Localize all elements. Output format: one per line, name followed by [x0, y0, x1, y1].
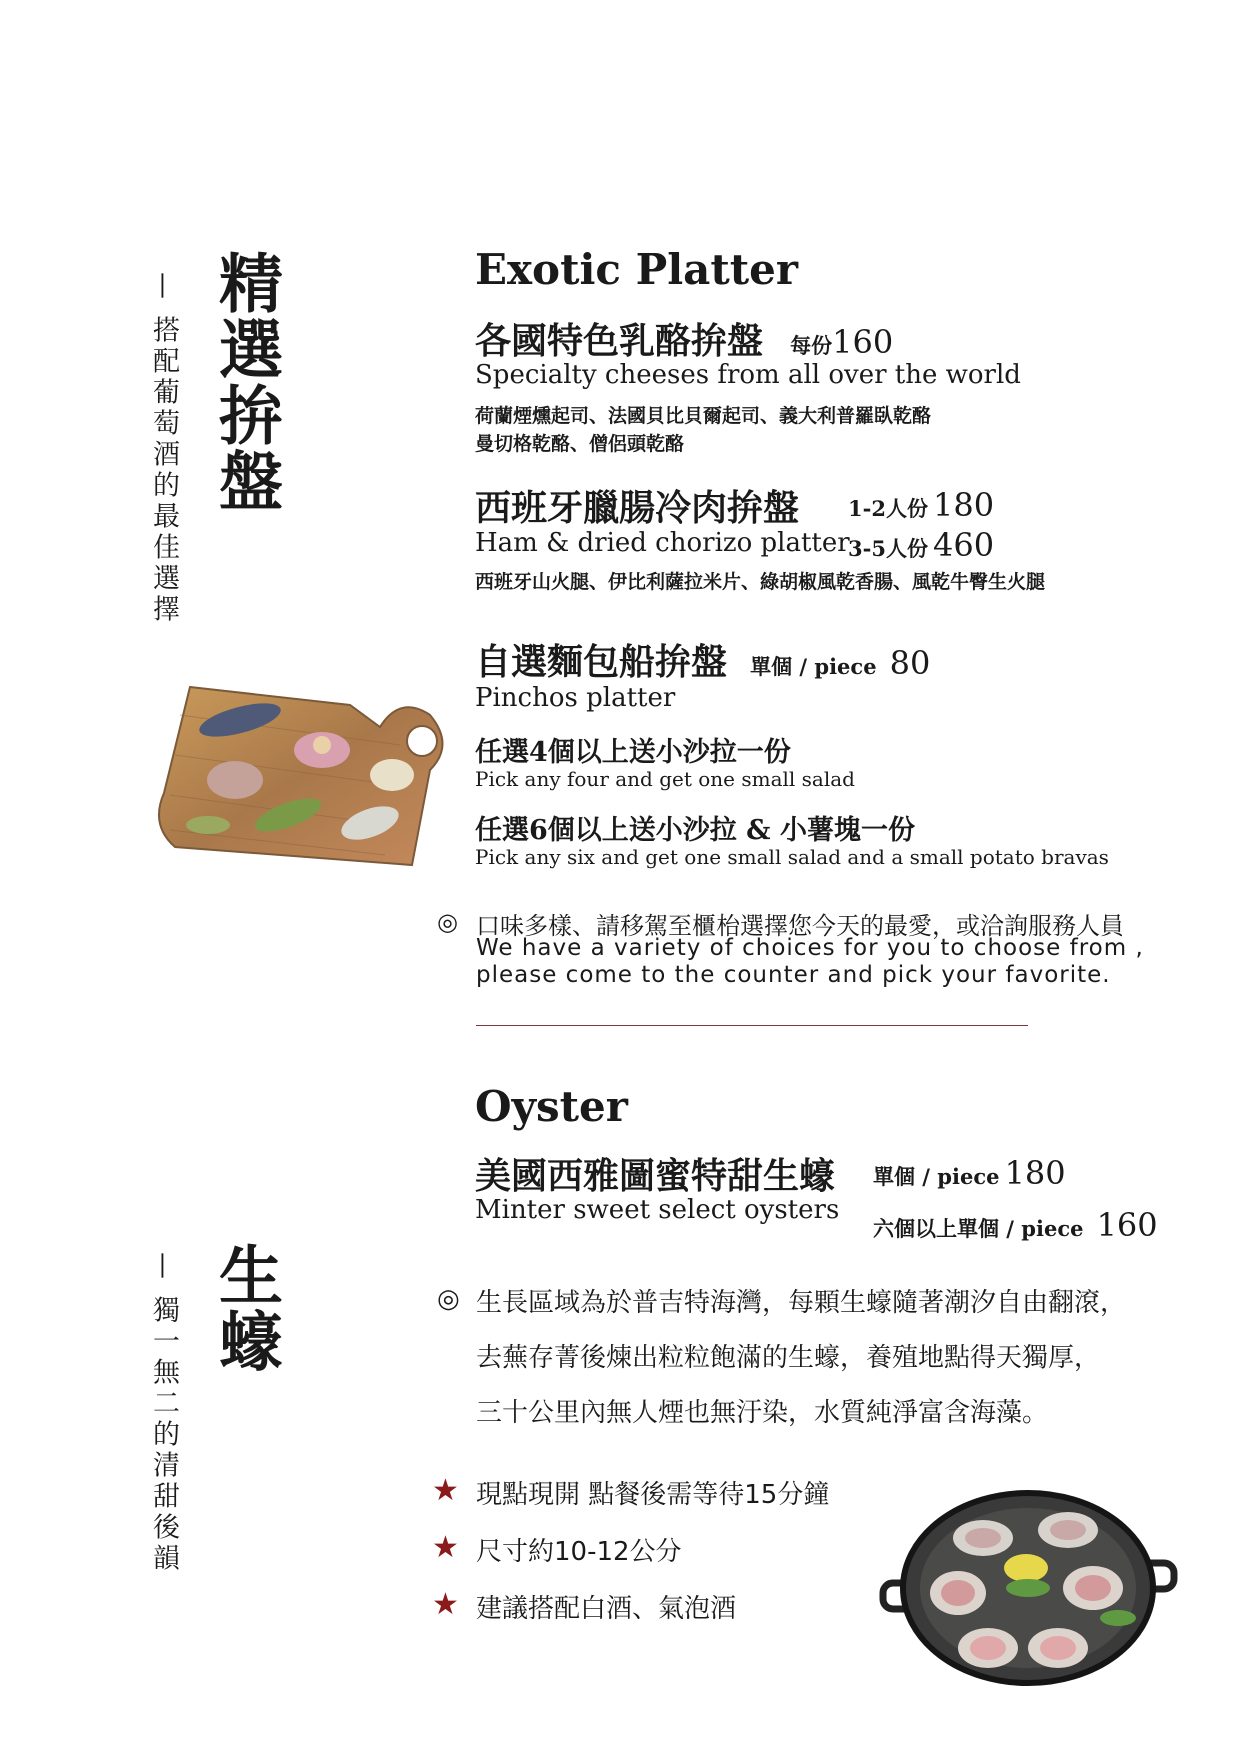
oyster-pan-illustration: [878, 1488, 1178, 1688]
platter-note-en-1: We have a variety of choices for you to choose from ,: [476, 935, 1144, 961]
platter-section-title: 精選拚盤: [208, 250, 283, 514]
cheese-platter-title-row: [475, 313, 893, 364]
cheese-platter-price-label: 每份: [790, 333, 833, 358]
platter-section-subtitle: — 搭配葡萄酒的最佳選擇: [148, 272, 179, 626]
oyster-price-label-2: 六個以上單個 / piece: [873, 1216, 1084, 1241]
oyster-price-label-1: 單個 / piece: [873, 1164, 1000, 1189]
ham-platter-price-1: 180: [933, 486, 995, 524]
ham-platter-price-2: 460: [933, 526, 995, 564]
oyster-bullet-2: 尺寸約10-12公分: [476, 1537, 682, 1567]
ham-platter-price-row-1: [848, 486, 994, 524]
oyster-name-en: Minter sweet select oysters: [475, 1195, 840, 1225]
oyster-name: 美國西雅圖蜜特甜生蠔: [475, 1155, 836, 1197]
pinchos-board-illustration: [150, 675, 460, 875]
pinchos-platter-name-en: Pinchos platter: [475, 683, 676, 713]
offer-six-zh: 任選6個以上送小沙拉 & 小薯塊一份: [475, 815, 915, 846]
oyster-section-subtitle: — 獨一無二的清甜後韻: [148, 1252, 179, 1575]
oyster-bullet-3: 建議搭配白酒、氣泡酒: [476, 1594, 737, 1624]
platter-heading: Exotic Platter: [475, 245, 799, 294]
offer-four-en: Pick any four and get one small salad: [475, 767, 855, 791]
oyster-price-1: 180: [1004, 1154, 1066, 1192]
cheese-platter-name-en: Specialty cheeses from all over the world: [475, 360, 1021, 390]
ham-platter-price-row-2: [848, 526, 994, 564]
platter-note-symbol: ◎: [437, 908, 458, 936]
oyster-price-2: 160: [1096, 1206, 1158, 1244]
oyster-note-symbol: ◎: [437, 1284, 460, 1314]
cheese-platter-details-2: 曼切格乾酪、僧侶頭乾酪: [475, 433, 685, 455]
pinchos-platter-price: 80: [889, 644, 931, 682]
oyster-section-title: 生蠔: [208, 1242, 283, 1374]
star-icon: ★: [432, 1473, 459, 1508]
oyster-price-row-2: [873, 1206, 1158, 1244]
ham-platter-name-en: Ham & dried chorizo platter: [475, 528, 850, 558]
offer-four-zh: 任選4個以上送小沙拉一份: [475, 737, 791, 768]
cheese-platter-details-1: 荷蘭煙燻起司、法國貝比貝爾起司、義大利普羅臥乾酪: [475, 405, 932, 427]
star-icon: ★: [432, 1530, 459, 1565]
cheese-platter-price: 160: [832, 323, 894, 361]
platter-note-zh: 口味多樣、請移駕至櫃枱選擇您今天的最愛，或洽詢服務人員: [476, 912, 1124, 940]
offer-six-en: Pick any six and get one small salad and a small potato bravas: [475, 845, 1109, 869]
oyster-bullet-1: 現點現開 點餐後需等待15分鐘: [476, 1480, 830, 1510]
oyster-note-line-1: 生長區域為於普吉特海灣，每顆生蠔隨著潮汐自由翻滾，: [476, 1288, 1127, 1318]
ham-platter-name: 西班牙臘腸冷肉拚盤: [475, 487, 800, 529]
star-icon: ★: [432, 1587, 459, 1622]
platter-note-en-2: please come to the counter and pick your favorite.: [476, 962, 1111, 988]
oyster-note-line-3: 三十公里內無人煙也無汙染，水質純淨富含海藻。: [476, 1398, 1049, 1428]
pinchos-platter-name: 自選麵包船拚盤: [475, 641, 728, 683]
pinchos-platter-title-row: [475, 634, 930, 685]
cheese-platter-name: 各國特色乳酪拚盤: [475, 320, 764, 362]
section-divider: [476, 1025, 1028, 1026]
oyster-heading: Oyster: [475, 1082, 628, 1131]
oyster-note-line-2: 去蕪存菁後煉出粒粒飽滿的生蠔，養殖地點得天獨厚，: [476, 1343, 1101, 1373]
ham-platter-price-label-2: 3-5人份: [848, 536, 928, 561]
ham-platter-price-label-1: 1-2人份: [848, 496, 928, 521]
oyster-price-row-1: [873, 1154, 1066, 1192]
pinchos-platter-price-label: 單個 / piece: [750, 654, 877, 679]
ham-platter-details: 西班牙山火腿、伊比利薩拉米片、綠胡椒風乾香腸、風乾牛臀生火腿: [475, 571, 1046, 593]
